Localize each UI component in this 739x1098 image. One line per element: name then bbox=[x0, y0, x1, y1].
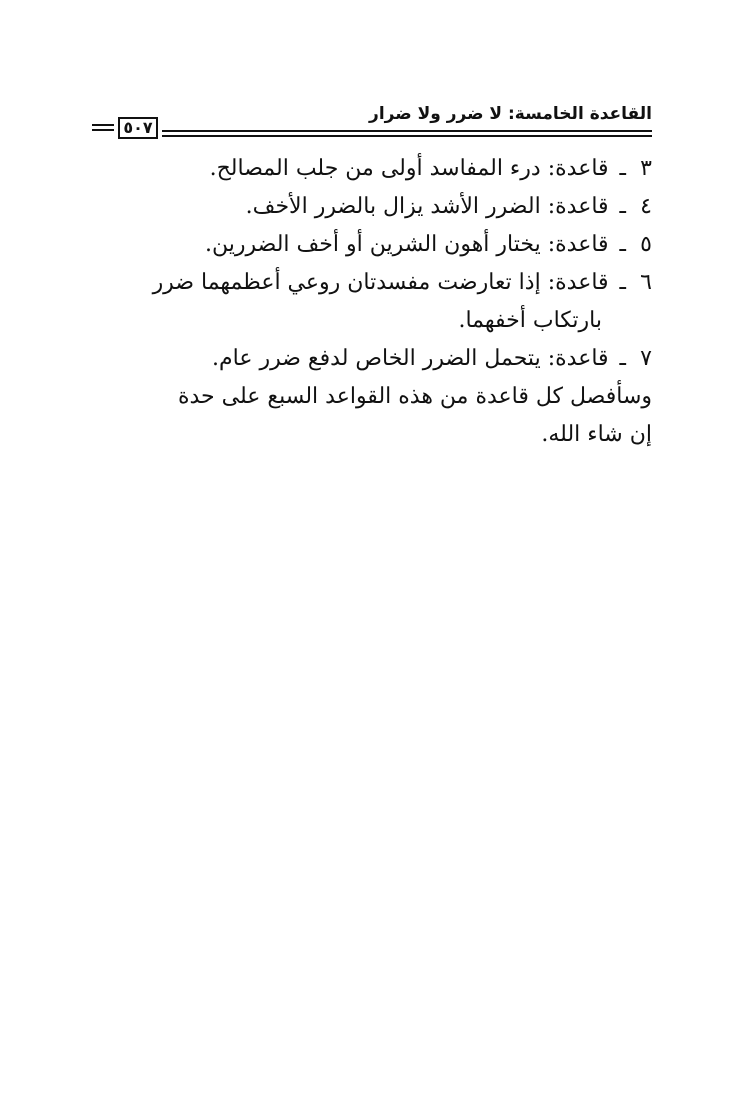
item-number: ٤ bbox=[640, 194, 652, 219]
item-text: الضرر الأشد يزال بالضرر الأخف. bbox=[245, 194, 541, 219]
item-dash: ـ bbox=[619, 194, 626, 219]
item-number: ٦ bbox=[640, 270, 652, 295]
body-text bbox=[86, 150, 652, 454]
header-rule-left bbox=[92, 124, 114, 131]
item-dash: ـ bbox=[619, 156, 626, 181]
closing-line-2: إن شاء الله. bbox=[541, 422, 652, 447]
item-number: ٧ bbox=[640, 346, 652, 371]
item-dash: ـ bbox=[619, 270, 626, 295]
item-label: قاعدة: bbox=[547, 270, 609, 295]
item-text: يختار أهون الشرين أو أخف الضررين. bbox=[205, 232, 541, 257]
header-rule-right bbox=[162, 130, 652, 137]
item-text: درء المفاسد أولى من جلب المصالح. bbox=[209, 156, 541, 181]
rule-item-5 bbox=[86, 226, 652, 264]
item-label: قاعدة: bbox=[547, 156, 609, 181]
item-label: قاعدة: bbox=[547, 346, 609, 371]
item-number: ٣ bbox=[640, 156, 652, 181]
rule-item-6 bbox=[86, 264, 652, 302]
item-number: ٥ bbox=[640, 232, 652, 257]
running-title: القاعدة الخامسة: لا ضرر ولا ضرار bbox=[369, 104, 652, 124]
item-text: إذا تعارضت مفسدتان روعي أعظمهما ضرر bbox=[152, 270, 541, 295]
item-label: قاعدة: bbox=[547, 194, 609, 219]
item-dash: ـ bbox=[619, 346, 626, 371]
rule-item-7 bbox=[86, 340, 652, 378]
page-number: ٥٠٧ bbox=[118, 117, 158, 139]
item-label: قاعدة: bbox=[547, 232, 609, 257]
item-text: يتحمل الضرر الخاص لدفع ضرر عام. bbox=[212, 346, 541, 371]
rule-item-4 bbox=[86, 188, 652, 226]
closing-line-1: وسأفصل كل قاعدة من هذه القواعد السبع على حدة bbox=[177, 384, 652, 409]
item-dash: ـ bbox=[619, 232, 626, 257]
rule-item-6-continuation: بارتكاب أخفهما. bbox=[458, 308, 602, 333]
page-header bbox=[92, 104, 652, 138]
rule-item-3 bbox=[86, 150, 652, 188]
